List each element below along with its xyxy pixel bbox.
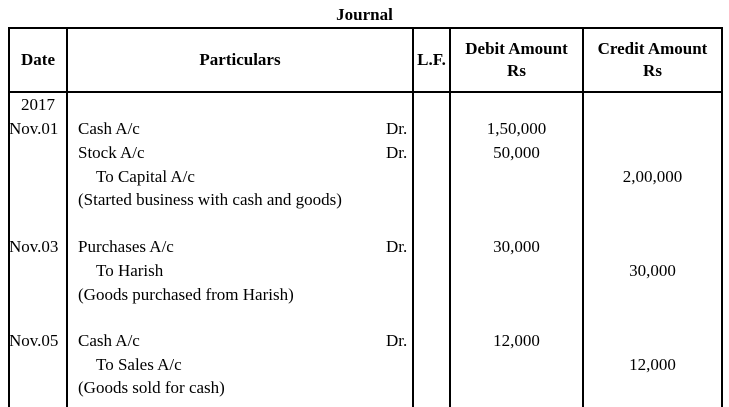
debit-amount: 12,000 [493, 331, 540, 350]
header-divider [8, 91, 723, 93]
header-credit [584, 29, 721, 91]
journal-title: Journal [336, 5, 393, 24]
header-particulars-label: Particulars [199, 50, 281, 69]
debit-amount: 50,000 [493, 143, 540, 162]
narration: (Goods purchased from Harish) [78, 285, 294, 304]
entry-date: Nov.03 [9, 237, 59, 256]
header-date-label: Date [21, 50, 55, 69]
header-debit-unit: Rs [507, 61, 526, 80]
debit-account: Cash A/c [78, 119, 140, 138]
credit-account: To Harish [96, 261, 164, 280]
entry-date: Nov.05 [9, 331, 59, 350]
debit-amount: 30,000 [493, 237, 540, 256]
credit-account: To Capital A/c [96, 167, 195, 186]
header-date [10, 29, 66, 91]
header-particulars [68, 29, 412, 91]
debit-amount: 1,50,000 [486, 119, 547, 138]
dr-marker: Dr. [386, 331, 408, 350]
header-credit-unit: Rs [643, 61, 662, 80]
dr-marker: Dr. [386, 237, 408, 256]
header-lf [414, 29, 449, 91]
header-credit-label: Credit Amount [597, 39, 708, 58]
credit-account: To Sales A/c [96, 355, 182, 374]
debit-account: Stock A/c [78, 143, 145, 162]
credit-amount: 12,000 [629, 355, 676, 374]
credit-amount: 30,000 [629, 261, 676, 280]
narration: (Goods sold for cash) [78, 378, 225, 397]
entry-date: Nov.01 [9, 119, 59, 138]
header-debit-label: Debit Amount [465, 39, 568, 58]
year-label: 2017 [21, 95, 55, 114]
debit-account: Purchases A/c [78, 237, 174, 256]
header-lf-label: L.F. [417, 50, 446, 69]
narration: (Started business with cash and goods) [78, 190, 342, 209]
debit-account: Cash A/c [78, 331, 140, 350]
credit-amount: 2,00,000 [622, 167, 683, 186]
header-debit [451, 29, 582, 91]
dr-marker: Dr. [386, 119, 408, 138]
dr-marker: Dr. [386, 143, 408, 162]
